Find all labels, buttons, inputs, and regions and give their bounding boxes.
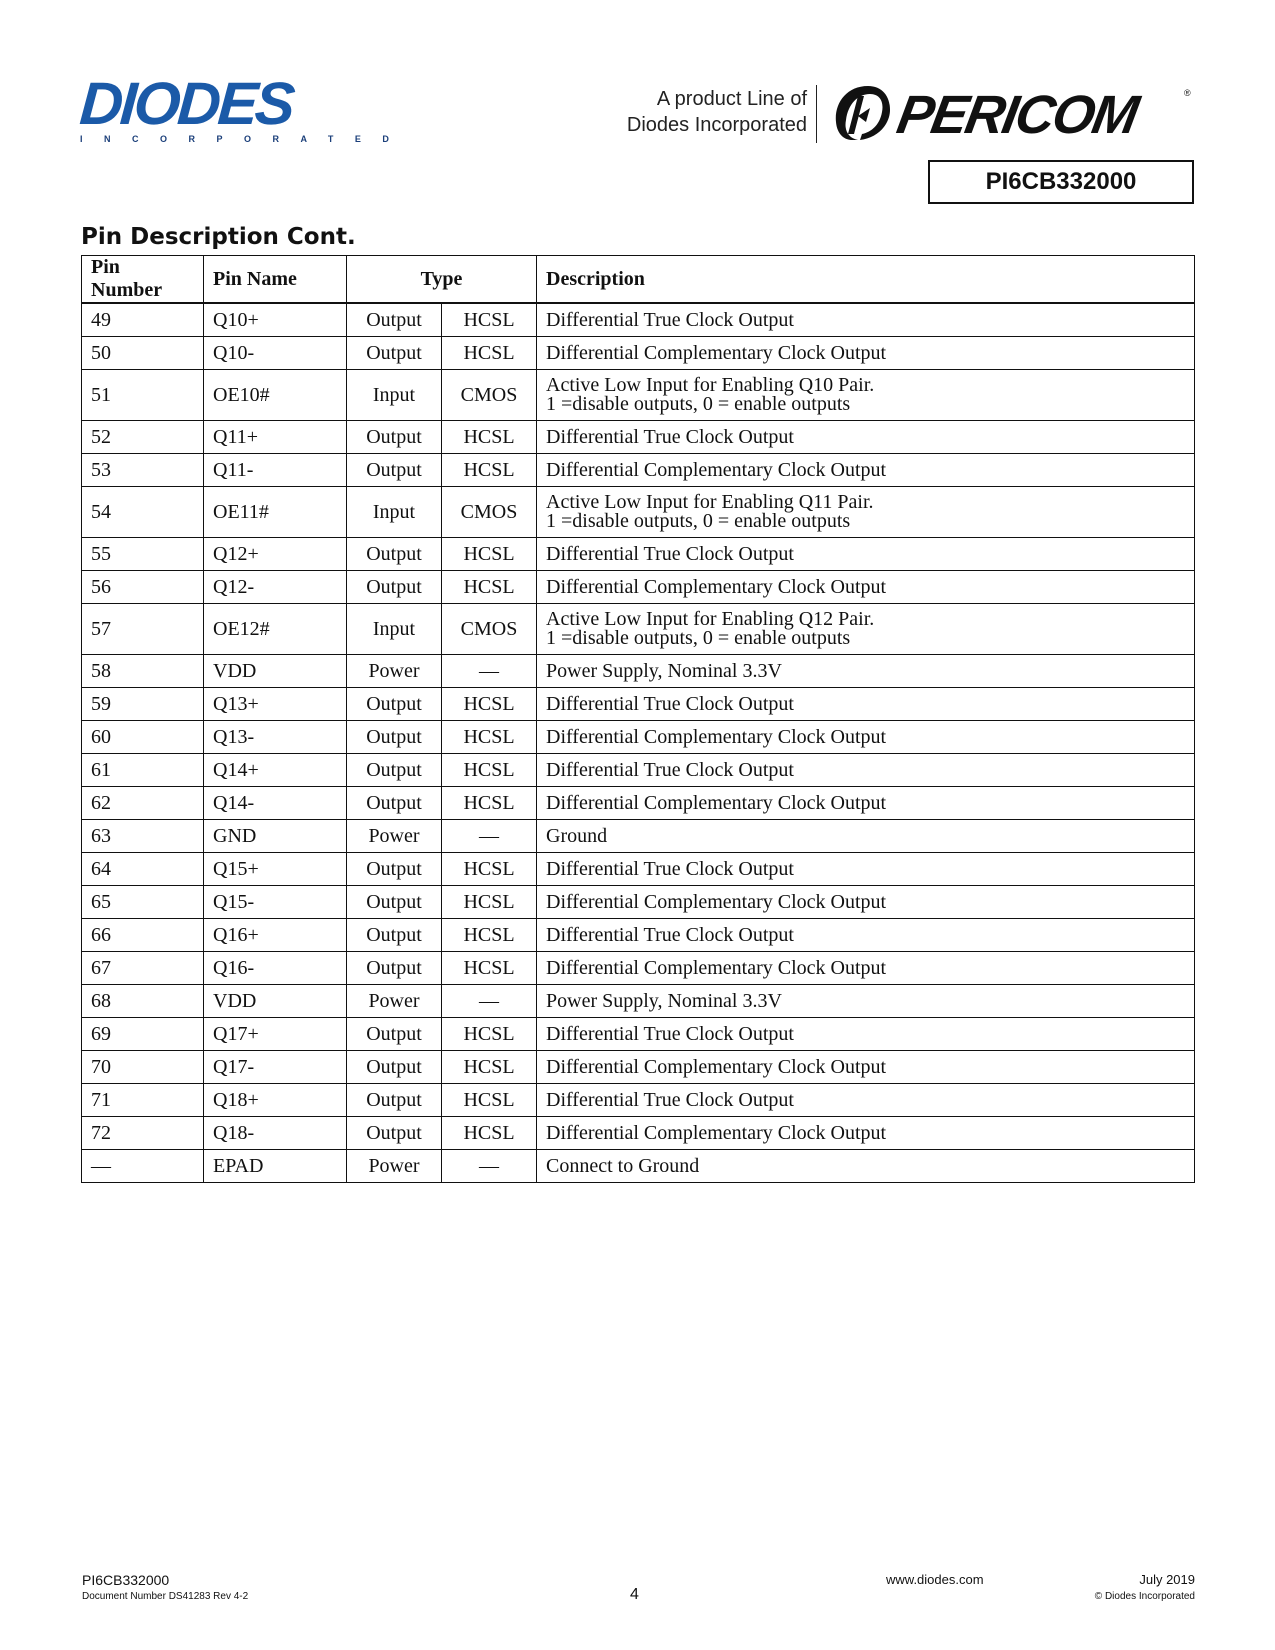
table-row bbox=[82, 985, 1195, 1018]
table-row bbox=[82, 853, 1195, 886]
pin-direction-cell: Power bbox=[347, 1150, 442, 1183]
product-line-1: A product Line of bbox=[656, 88, 807, 110]
pin-name-cell: OE12# bbox=[204, 604, 347, 655]
pin-number-cell: 55 bbox=[82, 538, 204, 571]
pin-io-type-cell: HCSL bbox=[442, 1117, 537, 1150]
pin-io-type-cell: CMOS bbox=[442, 370, 537, 421]
header-pin-name: Pin Name bbox=[204, 256, 347, 304]
pin-direction-cell: Input bbox=[347, 370, 442, 421]
description-line: Ground bbox=[546, 824, 608, 847]
pin-name-cell: Q14- bbox=[204, 787, 347, 820]
pin-number-cell: 59 bbox=[82, 688, 204, 721]
pin-io-type-cell: HCSL bbox=[442, 886, 537, 919]
description-line: Differential Complementary Clock Output bbox=[546, 1121, 887, 1144]
description-line: Differential Complementary Clock Output bbox=[546, 1055, 887, 1078]
pin-io-type-cell: HCSL bbox=[442, 787, 537, 820]
pin-io-type-cell: CMOS bbox=[442, 487, 537, 538]
description-line: Differential Complementary Clock Output bbox=[546, 575, 887, 598]
pin-direction-cell: Input bbox=[347, 487, 442, 538]
pin-name-cell: Q16- bbox=[204, 952, 347, 985]
product-line-2: Diodes Incorporated bbox=[626, 114, 807, 136]
pin-description-cell bbox=[537, 820, 1195, 853]
pin-name-cell: Q15+ bbox=[204, 853, 347, 886]
pin-number-cell: 50 bbox=[82, 337, 204, 370]
table-row bbox=[82, 487, 1195, 538]
pin-description-cell bbox=[537, 1150, 1195, 1183]
pin-name-cell: Q11- bbox=[204, 454, 347, 487]
pin-name-cell: Q15- bbox=[204, 886, 347, 919]
pericom-logo-text: PERICOM bbox=[892, 85, 1142, 145]
pin-name-cell: Q17- bbox=[204, 1051, 347, 1084]
pin-description-cell bbox=[537, 370, 1195, 421]
description-line: Differential True Clock Output bbox=[546, 308, 794, 331]
pin-direction-cell: Power bbox=[347, 985, 442, 1018]
pin-io-type-cell: HCSL bbox=[442, 303, 537, 337]
pin-name-cell: Q18+ bbox=[204, 1084, 347, 1117]
pericom-mark-icon bbox=[828, 82, 892, 144]
pin-direction-cell: Output bbox=[347, 787, 442, 820]
description-line: Power Supply, Nominal 3.3V bbox=[546, 989, 782, 1012]
pin-io-type-cell: HCSL bbox=[442, 853, 537, 886]
description-line: Differential True Clock Output bbox=[546, 923, 794, 946]
pin-io-type-cell: HCSL bbox=[442, 1051, 537, 1084]
description-line: Active Low Input for Enabling Q10 Pair. bbox=[546, 374, 875, 396]
pin-description-cell bbox=[537, 1018, 1195, 1051]
pin-name-cell: GND bbox=[204, 820, 347, 853]
pin-io-type-cell: HCSL bbox=[442, 688, 537, 721]
pin-name-cell: Q16+ bbox=[204, 919, 347, 952]
description-line: Differential Complementary Clock Output bbox=[546, 890, 887, 913]
table-row bbox=[82, 688, 1195, 721]
pin-name-cell: Q14+ bbox=[204, 754, 347, 787]
pin-direction-cell: Output bbox=[347, 538, 442, 571]
registered-mark: ® bbox=[1184, 88, 1191, 98]
pin-description-cell bbox=[537, 886, 1195, 919]
pin-direction-cell: Power bbox=[347, 820, 442, 853]
pin-number-cell: 66 bbox=[82, 919, 204, 952]
pin-direction-cell: Output bbox=[347, 421, 442, 454]
pin-direction-cell: Output bbox=[347, 1117, 442, 1150]
pin-description-cell bbox=[537, 604, 1195, 655]
footer-right bbox=[1095, 1572, 1195, 1602]
table-row bbox=[82, 1150, 1195, 1183]
diodes-logo bbox=[77, 70, 411, 144]
table-header-row bbox=[82, 256, 1195, 304]
pin-io-type-cell: HCSL bbox=[442, 1018, 537, 1051]
pin-description-cell bbox=[537, 454, 1195, 487]
pin-direction-cell: Output bbox=[347, 1084, 442, 1117]
pin-number-cell: 63 bbox=[82, 820, 204, 853]
table-row bbox=[82, 1018, 1195, 1051]
description-line: Differential Complementary Clock Output bbox=[546, 725, 887, 748]
pin-name-cell: Q11+ bbox=[204, 421, 347, 454]
pin-name-cell: Q12- bbox=[204, 571, 347, 604]
pin-name-cell: Q12+ bbox=[204, 538, 347, 571]
table-row bbox=[82, 787, 1195, 820]
pin-name-cell: Q17+ bbox=[204, 1018, 347, 1051]
description-line: Connect to Ground bbox=[546, 1154, 700, 1177]
description-line: Differential Complementary Clock Output bbox=[546, 341, 887, 364]
pin-io-type-cell: HCSL bbox=[442, 919, 537, 952]
pin-name-cell: VDD bbox=[204, 985, 347, 1018]
pin-direction-cell: Output bbox=[347, 454, 442, 487]
pin-description-cell bbox=[537, 688, 1195, 721]
description-line: 1 =disable outputs, 0 = enable outputs bbox=[546, 393, 851, 415]
table-row bbox=[82, 1084, 1195, 1117]
table-row bbox=[82, 370, 1195, 421]
pin-description-cell bbox=[537, 754, 1195, 787]
footer-date: July 2019 bbox=[1139, 1572, 1195, 1587]
pin-number-cell: 72 bbox=[82, 1117, 204, 1150]
description-line: Differential True Clock Output bbox=[546, 1088, 794, 1111]
pin-name-cell: Q10- bbox=[204, 337, 347, 370]
pin-name-cell: Q13+ bbox=[204, 688, 347, 721]
pin-number-cell: 61 bbox=[82, 754, 204, 787]
pin-number-cell: 54 bbox=[82, 487, 204, 538]
table-row bbox=[82, 1051, 1195, 1084]
footer-copyright: © Diodes Incorporated bbox=[1094, 1591, 1195, 1602]
table-row bbox=[82, 820, 1195, 853]
description-line: 1 =disable outputs, 0 = enable outputs bbox=[546, 510, 851, 532]
pin-direction-cell: Output bbox=[347, 1051, 442, 1084]
table-row bbox=[82, 1117, 1195, 1150]
description-line: Differential True Clock Output bbox=[546, 542, 794, 565]
pin-number-cell: 65 bbox=[82, 886, 204, 919]
pin-direction-cell: Output bbox=[347, 571, 442, 604]
pin-number-cell: 68 bbox=[82, 985, 204, 1018]
table-row bbox=[82, 571, 1195, 604]
pin-direction-cell: Input bbox=[347, 604, 442, 655]
pin-name-cell: Q10+ bbox=[204, 303, 347, 337]
pin-direction-cell: Output bbox=[347, 952, 442, 985]
description-line: Differential True Clock Output bbox=[546, 692, 794, 715]
table-row bbox=[82, 721, 1195, 754]
pin-io-type-cell: HCSL bbox=[442, 754, 537, 787]
table-body bbox=[82, 303, 1195, 1183]
description-line: Power Supply, Nominal 3.3V bbox=[546, 659, 782, 682]
description-line: Differential True Clock Output bbox=[546, 758, 794, 781]
pin-io-type-cell: HCSL bbox=[442, 538, 537, 571]
pin-number-cell: 56 bbox=[82, 571, 204, 604]
description-line: Differential True Clock Output bbox=[546, 425, 794, 448]
pin-number-cell: 49 bbox=[82, 303, 204, 337]
table-row bbox=[82, 754, 1195, 787]
pin-io-type-cell: HCSL bbox=[442, 454, 537, 487]
pin-number-cell: 69 bbox=[82, 1018, 204, 1051]
pin-number-cell: 52 bbox=[82, 421, 204, 454]
pin-description-cell bbox=[537, 985, 1195, 1018]
diodes-logo-text: DIODES bbox=[77, 70, 295, 137]
pin-description-cell bbox=[537, 721, 1195, 754]
description-line: Differential Complementary Clock Output bbox=[546, 956, 887, 979]
pin-number-cell: 71 bbox=[82, 1084, 204, 1117]
table-row bbox=[82, 421, 1195, 454]
description-line: Active Low Input for Enabling Q11 Pair. bbox=[546, 491, 874, 513]
pin-number-cell: 58 bbox=[82, 655, 204, 688]
pin-name-cell: Q13- bbox=[204, 721, 347, 754]
pin-io-type-cell: HCSL bbox=[442, 721, 537, 754]
pin-description-cell bbox=[537, 538, 1195, 571]
pin-number-cell: 62 bbox=[82, 787, 204, 820]
section-title: Pin Description Cont. bbox=[81, 224, 356, 250]
pin-direction-cell: Output bbox=[347, 754, 442, 787]
pin-number-cell: 57 bbox=[82, 604, 204, 655]
pin-description-table bbox=[81, 255, 1195, 1183]
pin-direction-cell: Output bbox=[347, 721, 442, 754]
pin-number-cell: 53 bbox=[82, 454, 204, 487]
product-line-text bbox=[547, 86, 807, 138]
pin-name-cell: OE10# bbox=[204, 370, 347, 421]
pin-direction-cell: Output bbox=[347, 886, 442, 919]
description-line: Differential True Clock Output bbox=[546, 1022, 794, 1045]
pin-io-type-cell: HCSL bbox=[442, 952, 537, 985]
pin-description-cell bbox=[537, 421, 1195, 454]
footer-left bbox=[82, 1572, 248, 1602]
pin-number-cell: 51 bbox=[82, 370, 204, 421]
pin-io-type-cell: — bbox=[442, 1150, 537, 1183]
pin-name-cell: Q18- bbox=[204, 1117, 347, 1150]
pin-description-cell bbox=[537, 655, 1195, 688]
footer-url: www.diodes.com bbox=[886, 1572, 984, 1587]
table-row bbox=[82, 655, 1195, 688]
pin-description-cell bbox=[537, 952, 1195, 985]
footer-doc-number: Document Number DS41283 Rev 4-2 bbox=[82, 1591, 249, 1602]
footer-page-number: 4 bbox=[630, 1586, 639, 1603]
pin-description-cell bbox=[537, 787, 1195, 820]
pin-direction-cell: Output bbox=[347, 688, 442, 721]
pin-io-type-cell: HCSL bbox=[442, 337, 537, 370]
pin-description-cell bbox=[537, 1084, 1195, 1117]
description-line: Differential Complementary Clock Output bbox=[546, 791, 887, 814]
pin-io-type-cell: HCSL bbox=[442, 421, 537, 454]
pin-direction-cell: Output bbox=[347, 1018, 442, 1051]
header-description: Description bbox=[537, 256, 1195, 304]
pin-description-cell bbox=[537, 1051, 1195, 1084]
pin-name-cell: VDD bbox=[204, 655, 347, 688]
pin-io-type-cell: CMOS bbox=[442, 604, 537, 655]
pin-direction-cell: Output bbox=[347, 853, 442, 886]
pin-description-cell bbox=[537, 571, 1195, 604]
table-row bbox=[82, 538, 1195, 571]
pin-number-cell: 67 bbox=[82, 952, 204, 985]
pin-direction-cell: Output bbox=[347, 919, 442, 952]
description-line: Active Low Input for Enabling Q12 Pair. bbox=[546, 608, 875, 630]
table-row bbox=[82, 454, 1195, 487]
header-type: Type bbox=[347, 256, 537, 304]
pin-number-cell: 70 bbox=[82, 1051, 204, 1084]
table-row bbox=[82, 886, 1195, 919]
pin-io-type-cell: HCSL bbox=[442, 1084, 537, 1117]
pin-direction-cell: Output bbox=[347, 303, 442, 337]
table-row bbox=[82, 303, 1195, 337]
table-row bbox=[82, 337, 1195, 370]
header-pin-number: Pin Number bbox=[82, 256, 204, 304]
footer-part-number: PI6CB332000 bbox=[82, 1572, 170, 1588]
pin-io-type-cell: HCSL bbox=[442, 571, 537, 604]
pin-description-cell bbox=[537, 853, 1195, 886]
diodes-logo-subtext: INCORPORATED bbox=[80, 134, 411, 144]
part-number-box: PI6CB332000 bbox=[928, 160, 1194, 204]
pin-number-cell: 64 bbox=[82, 853, 204, 886]
pin-direction-cell: Power bbox=[347, 655, 442, 688]
pin-number-cell: 60 bbox=[82, 721, 204, 754]
pericom-logo bbox=[828, 82, 1196, 144]
pin-description-cell bbox=[537, 1117, 1195, 1150]
pin-description-cell bbox=[537, 303, 1195, 337]
pin-name-cell: OE11# bbox=[204, 487, 347, 538]
header-divider bbox=[816, 85, 817, 143]
pin-description-cell bbox=[537, 337, 1195, 370]
pin-description-cell bbox=[537, 919, 1195, 952]
pin-io-type-cell: — bbox=[442, 655, 537, 688]
description-line: 1 =disable outputs, 0 = enable outputs bbox=[546, 627, 851, 649]
pin-io-type-cell: — bbox=[442, 985, 537, 1018]
table-row bbox=[82, 919, 1195, 952]
pin-number-cell: — bbox=[82, 1150, 204, 1183]
pin-io-type-cell: — bbox=[442, 820, 537, 853]
pin-direction-cell: Output bbox=[347, 337, 442, 370]
description-line: Differential True Clock Output bbox=[546, 857, 794, 880]
description-line: Differential Complementary Clock Output bbox=[546, 458, 887, 481]
table-row bbox=[82, 604, 1195, 655]
pin-name-cell: EPAD bbox=[204, 1150, 347, 1183]
table-row bbox=[82, 952, 1195, 985]
pin-description-cell bbox=[537, 487, 1195, 538]
